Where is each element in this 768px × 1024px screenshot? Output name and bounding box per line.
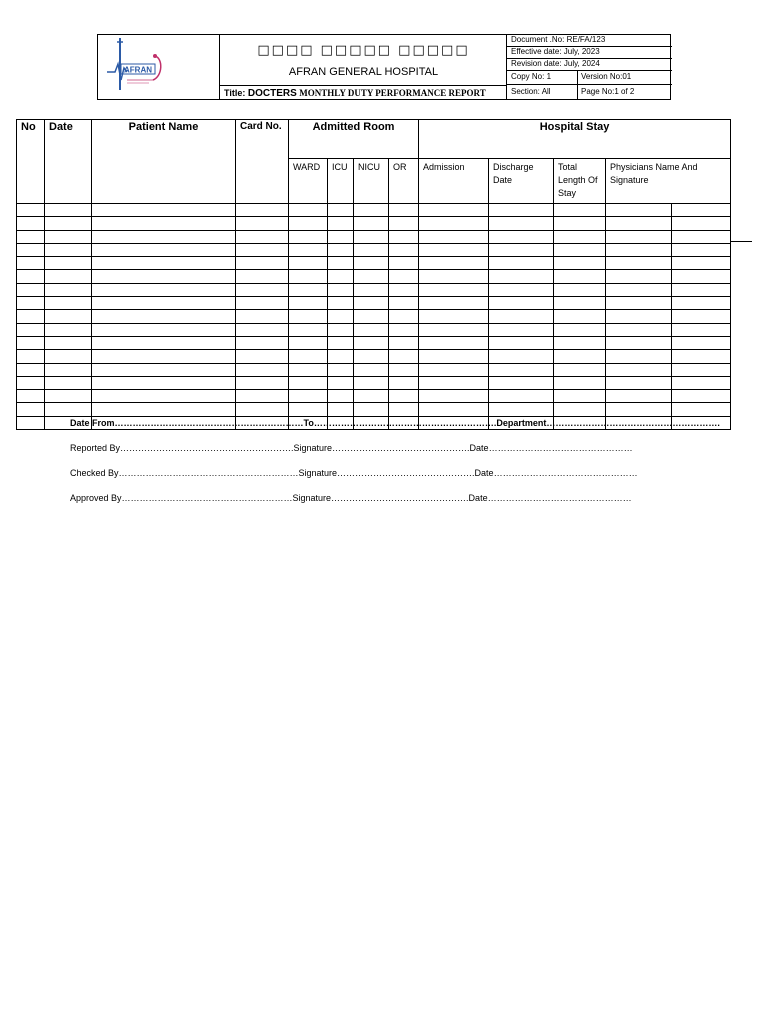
- table-cell[interactable]: [45, 297, 92, 310]
- table-row: [17, 363, 731, 376]
- table-cell[interactable]: [554, 217, 606, 230]
- table-cell[interactable]: [554, 363, 606, 376]
- col-total-length: Total Length Of Stay: [554, 159, 606, 204]
- table-body: [17, 204, 731, 430]
- table-cell[interactable]: [92, 204, 236, 217]
- table-cell[interactable]: [17, 283, 45, 296]
- table-cell[interactable]: [354, 336, 389, 349]
- table-cell[interactable]: [92, 336, 236, 349]
- hospital-logo-icon: [97, 34, 219, 100]
- table-cell[interactable]: [606, 297, 672, 310]
- table-cell[interactable]: [354, 270, 389, 283]
- copy-no: Copy No: 1: [511, 72, 552, 81]
- table-cell[interactable]: [354, 243, 389, 256]
- meta-row: [507, 70, 672, 85]
- table-cell[interactable]: [489, 336, 554, 349]
- report-title: [219, 85, 506, 100]
- table-cell[interactable]: [17, 230, 45, 243]
- table-cell[interactable]: [606, 310, 672, 323]
- table-cell[interactable]: [389, 243, 419, 256]
- table-cell[interactable]: [17, 217, 45, 230]
- table-cell[interactable]: [672, 297, 731, 310]
- table-cell[interactable]: [92, 230, 236, 243]
- checked-by-line: Checked By……………………………………………………Signature……………………………………….Date…………………………………………: [70, 468, 638, 478]
- table-cell[interactable]: [354, 217, 389, 230]
- table-cell[interactable]: [92, 376, 236, 389]
- table-cell[interactable]: [672, 336, 731, 349]
- col-admission: Admission: [419, 159, 489, 204]
- table-cell[interactable]: [45, 390, 92, 403]
- table-cell[interactable]: [17, 323, 45, 336]
- table-cell[interactable]: [419, 390, 489, 403]
- table-cell[interactable]: [554, 323, 606, 336]
- table-cell[interactable]: [419, 310, 489, 323]
- table-cell[interactable]: [328, 390, 354, 403]
- title-label: Title:: [224, 88, 246, 98]
- page-no: Page No:1 of 2: [581, 87, 635, 96]
- version-no: Version No:01: [581, 72, 632, 81]
- table-cell[interactable]: [328, 283, 354, 296]
- table-cell[interactable]: [389, 336, 419, 349]
- table-cell[interactable]: [17, 390, 45, 403]
- table-cell[interactable]: [289, 323, 328, 336]
- table-cell[interactable]: [92, 243, 236, 256]
- date-range-line: Date From………………………………………………………To…………………………………………………….Department………………………………………………….: [70, 418, 720, 428]
- table-cell[interactable]: [419, 217, 489, 230]
- table-cell[interactable]: [289, 390, 328, 403]
- table-cell[interactable]: [328, 350, 354, 363]
- col-discharge-date: Discharge Date: [489, 159, 554, 204]
- table-cell[interactable]: [328, 257, 354, 270]
- table-cell[interactable]: [389, 390, 419, 403]
- divider: [577, 70, 578, 84]
- table-cell[interactable]: [554, 336, 606, 349]
- table-cell[interactable]: [672, 243, 731, 256]
- table-cell[interactable]: [289, 310, 328, 323]
- table-cell[interactable]: [672, 376, 731, 389]
- table-cell[interactable]: [17, 416, 45, 429]
- table-row: [17, 270, 731, 283]
- duty-report-table: [16, 119, 731, 430]
- table-cell[interactable]: [45, 336, 92, 349]
- logo: [97, 34, 219, 100]
- table-cell[interactable]: [489, 350, 554, 363]
- table-cell[interactable]: [354, 204, 389, 217]
- table-cell[interactable]: [45, 243, 92, 256]
- table-cell[interactable]: [45, 376, 92, 389]
- table-cell[interactable]: [489, 403, 554, 416]
- table-cell[interactable]: [92, 390, 236, 403]
- table-cell[interactable]: [389, 297, 419, 310]
- table-cell[interactable]: [17, 270, 45, 283]
- table-cell[interactable]: [17, 350, 45, 363]
- divider: [577, 85, 578, 99]
- table-cell[interactable]: [554, 350, 606, 363]
- table-cell[interactable]: [236, 217, 289, 230]
- revision-date: Revision date: July, 2024: [511, 59, 600, 68]
- title-rest: MONTHLY DUTY PERFORMANCE REPORT: [299, 88, 486, 98]
- table-cell[interactable]: [489, 257, 554, 270]
- table-cell[interactable]: [672, 310, 731, 323]
- table-cell[interactable]: [389, 270, 419, 283]
- effective-date: Effective date: July, 2023: [511, 47, 600, 56]
- table-cell[interactable]: [389, 350, 419, 363]
- table-cell[interactable]: [419, 230, 489, 243]
- amharic-title: □□□□ □□□□□ □□□□□: [257, 43, 470, 58]
- table-cell[interactable]: [606, 350, 672, 363]
- table-cell[interactable]: [328, 376, 354, 389]
- table-cell[interactable]: [236, 283, 289, 296]
- col-no: No: [17, 120, 45, 204]
- table-cell[interactable]: [236, 243, 289, 256]
- col-date: Date: [45, 120, 92, 204]
- table-cell[interactable]: [289, 297, 328, 310]
- col-card-no: Card No.: [236, 120, 289, 204]
- table-cell[interactable]: [328, 336, 354, 349]
- table-cell[interactable]: [389, 217, 419, 230]
- table-cell[interactable]: [17, 257, 45, 270]
- table-cell[interactable]: [606, 376, 672, 389]
- table-cell[interactable]: [354, 310, 389, 323]
- table-cell[interactable]: [45, 403, 92, 416]
- table-cell[interactable]: [489, 230, 554, 243]
- table-cell[interactable]: [354, 257, 389, 270]
- table-cell[interactable]: [289, 363, 328, 376]
- table-row: [17, 336, 731, 349]
- table-cell[interactable]: [236, 323, 289, 336]
- table-cell[interactable]: [236, 297, 289, 310]
- table-cell[interactable]: [389, 257, 419, 270]
- table-cell[interactable]: [328, 204, 354, 217]
- table-cell[interactable]: [489, 363, 554, 376]
- table-row: [17, 350, 731, 363]
- reported-by-line: Reported By………………………………………………….Signature……………………………………….Date…………………………………………: [70, 443, 633, 453]
- table-cell[interactable]: [17, 376, 45, 389]
- table-cell[interactable]: [606, 336, 672, 349]
- table-cell[interactable]: [354, 350, 389, 363]
- col-or: OR: [389, 159, 419, 204]
- table-cell[interactable]: [419, 363, 489, 376]
- table-cell[interactable]: [389, 323, 419, 336]
- table-cell[interactable]: [419, 297, 489, 310]
- table-cell[interactable]: [606, 270, 672, 283]
- divider: [730, 241, 752, 242]
- table-cell[interactable]: [45, 310, 92, 323]
- table-cell[interactable]: [328, 323, 354, 336]
- table-cell[interactable]: [489, 390, 554, 403]
- table-cell[interactable]: [45, 257, 92, 270]
- table-cell[interactable]: [554, 310, 606, 323]
- logo-text: AFRAN: [124, 65, 152, 75]
- table-cell[interactable]: [45, 230, 92, 243]
- table-cell[interactable]: [92, 363, 236, 376]
- table-row: [17, 390, 731, 403]
- table-cell[interactable]: [236, 257, 289, 270]
- table-cell[interactable]: [236, 204, 289, 217]
- col-icu: ICU: [328, 159, 354, 204]
- table-cell[interactable]: [389, 283, 419, 296]
- table-cell[interactable]: [672, 270, 731, 283]
- table-cell[interactable]: [328, 217, 354, 230]
- table-cell[interactable]: [236, 310, 289, 323]
- table-cell[interactable]: [554, 283, 606, 296]
- table-cell[interactable]: [289, 403, 328, 416]
- table-cell[interactable]: [17, 363, 45, 376]
- table-cell[interactable]: [354, 283, 389, 296]
- table-cell[interactable]: [554, 204, 606, 217]
- table-cell[interactable]: [554, 376, 606, 389]
- table-cell[interactable]: [92, 403, 236, 416]
- table-cell[interactable]: [489, 217, 554, 230]
- table-cell[interactable]: [328, 363, 354, 376]
- table-cell[interactable]: [236, 376, 289, 389]
- table-cell[interactable]: [554, 297, 606, 310]
- table-cell[interactable]: [289, 283, 328, 296]
- table-cell[interactable]: [354, 297, 389, 310]
- table-cell[interactable]: [672, 323, 731, 336]
- col-patient-name: Patient Name: [92, 120, 236, 204]
- table-cell[interactable]: [489, 270, 554, 283]
- table-cell[interactable]: [17, 204, 45, 217]
- table-cell[interactable]: [554, 243, 606, 256]
- table-cell[interactable]: [554, 403, 606, 416]
- table-cell[interactable]: [45, 283, 92, 296]
- table-cell[interactable]: [489, 243, 554, 256]
- table-cell[interactable]: [236, 363, 289, 376]
- table-cell[interactable]: [289, 204, 328, 217]
- table-row: [17, 204, 731, 217]
- table-cell[interactable]: [354, 390, 389, 403]
- table-row: [17, 217, 731, 230]
- table-cell[interactable]: [606, 243, 672, 256]
- table-cell[interactable]: [236, 403, 289, 416]
- table-row: [17, 283, 731, 296]
- table-cell[interactable]: [354, 403, 389, 416]
- table-cell[interactable]: [289, 270, 328, 283]
- table-row: [17, 257, 731, 270]
- table-cell[interactable]: [92, 297, 236, 310]
- table-cell[interactable]: [354, 323, 389, 336]
- table-cell[interactable]: [489, 283, 554, 296]
- table-cell[interactable]: [354, 230, 389, 243]
- table-cell[interactable]: [289, 350, 328, 363]
- section: Section: All: [511, 87, 551, 96]
- table-cell[interactable]: [554, 230, 606, 243]
- table-cell[interactable]: [389, 403, 419, 416]
- table-cell[interactable]: [672, 204, 731, 217]
- table-cell[interactable]: [672, 390, 731, 403]
- hospital-name: AFRAN GENERAL HOSPITAL: [288, 66, 439, 78]
- table-row: [17, 403, 731, 416]
- table-cell[interactable]: [672, 230, 731, 243]
- table-cell[interactable]: [289, 230, 328, 243]
- table-cell[interactable]: [328, 297, 354, 310]
- table-cell[interactable]: [92, 310, 236, 323]
- table-cell[interactable]: [17, 297, 45, 310]
- table-cell[interactable]: [606, 403, 672, 416]
- table-cell[interactable]: [289, 336, 328, 349]
- table-cell[interactable]: [419, 257, 489, 270]
- table-cell[interactable]: [419, 403, 489, 416]
- table-cell[interactable]: [289, 243, 328, 256]
- table-cell[interactable]: [17, 403, 45, 416]
- table-cell[interactable]: [672, 257, 731, 270]
- table-cell[interactable]: [289, 257, 328, 270]
- table-cell[interactable]: [17, 243, 45, 256]
- table-cell[interactable]: [45, 350, 92, 363]
- table-cell[interactable]: [354, 363, 389, 376]
- table-cell[interactable]: [92, 283, 236, 296]
- table-row: [17, 297, 731, 310]
- col-nicu: NICU: [354, 159, 389, 204]
- table-cell[interactable]: [554, 270, 606, 283]
- table-cell[interactable]: [419, 204, 489, 217]
- table-cell[interactable]: [17, 310, 45, 323]
- header-row: [17, 120, 731, 159]
- table-row: [17, 230, 731, 243]
- table-cell[interactable]: [419, 323, 489, 336]
- table-cell[interactable]: [672, 350, 731, 363]
- table-cell[interactable]: [419, 376, 489, 389]
- table-cell[interactable]: [328, 310, 354, 323]
- header-center: [219, 34, 507, 85]
- table-cell[interactable]: [45, 323, 92, 336]
- col-admitted-room: Admitted Room: [289, 120, 419, 159]
- table-cell[interactable]: [354, 376, 389, 389]
- table-cell[interactable]: [236, 350, 289, 363]
- table-cell[interactable]: [489, 204, 554, 217]
- table-cell[interactable]: [554, 390, 606, 403]
- title-text: DOCTERS: [247, 88, 297, 99]
- table-cell[interactable]: [419, 350, 489, 363]
- table-cell[interactable]: [389, 363, 419, 376]
- table-cell[interactable]: [606, 204, 672, 217]
- table-cell[interactable]: [489, 376, 554, 389]
- table-cell[interactable]: [45, 217, 92, 230]
- meta-row: [507, 85, 672, 99]
- table-cell[interactable]: [92, 350, 236, 363]
- table-cell[interactable]: [328, 243, 354, 256]
- col-hospital-stay: Hospital Stay: [419, 120, 731, 159]
- table-cell[interactable]: [419, 283, 489, 296]
- table-cell[interactable]: [489, 323, 554, 336]
- table-cell[interactable]: [489, 310, 554, 323]
- table-cell[interactable]: [606, 230, 672, 243]
- table-row: [17, 376, 731, 389]
- table-cell[interactable]: [236, 230, 289, 243]
- table-cell[interactable]: [606, 217, 672, 230]
- table-cell[interactable]: [236, 336, 289, 349]
- table-cell[interactable]: [328, 270, 354, 283]
- table-cell[interactable]: [289, 217, 328, 230]
- col-physicians: Physicians Name And Signature: [606, 159, 731, 204]
- table-cell[interactable]: [419, 270, 489, 283]
- table-cell[interactable]: [236, 270, 289, 283]
- table-cell[interactable]: [236, 390, 289, 403]
- table-cell[interactable]: [606, 283, 672, 296]
- table-cell[interactable]: [389, 376, 419, 389]
- col-ward: WARD: [289, 159, 328, 204]
- table-cell[interactable]: [389, 230, 419, 243]
- table-cell[interactable]: [489, 297, 554, 310]
- table-row: [17, 310, 731, 323]
- table-row: [17, 323, 731, 336]
- document-no: Document .No: RE/FA/123: [511, 35, 606, 44]
- table-cell[interactable]: [328, 230, 354, 243]
- table-cell[interactable]: [419, 243, 489, 256]
- approved-by-line: Approved By…………………………………………………Signature……………………………………….Date…………………………………………: [70, 493, 632, 503]
- table-cell[interactable]: [606, 390, 672, 403]
- document-meta: [506, 34, 672, 100]
- table-cell[interactable]: [419, 336, 489, 349]
- table-cell[interactable]: [289, 376, 328, 389]
- table-row: [17, 243, 731, 256]
- table-cell[interactable]: [328, 403, 354, 416]
- table-cell[interactable]: [606, 323, 672, 336]
- table-cell[interactable]: [606, 363, 672, 376]
- table-cell[interactable]: [606, 257, 672, 270]
- table-cell[interactable]: [389, 310, 419, 323]
- table-cell[interactable]: [17, 336, 45, 349]
- table-cell[interactable]: [92, 257, 236, 270]
- table-cell[interactable]: [45, 270, 92, 283]
- table-cell[interactable]: [92, 323, 236, 336]
- table-cell[interactable]: [672, 403, 731, 416]
- table-cell[interactable]: [554, 257, 606, 270]
- table-cell[interactable]: [92, 270, 236, 283]
- table-cell[interactable]: [389, 204, 419, 217]
- table-cell[interactable]: [45, 363, 92, 376]
- table-cell[interactable]: [672, 283, 731, 296]
- table-cell[interactable]: [92, 217, 236, 230]
- table-cell[interactable]: [672, 363, 731, 376]
- table-cell[interactable]: [45, 204, 92, 217]
- table-cell[interactable]: [672, 217, 731, 230]
